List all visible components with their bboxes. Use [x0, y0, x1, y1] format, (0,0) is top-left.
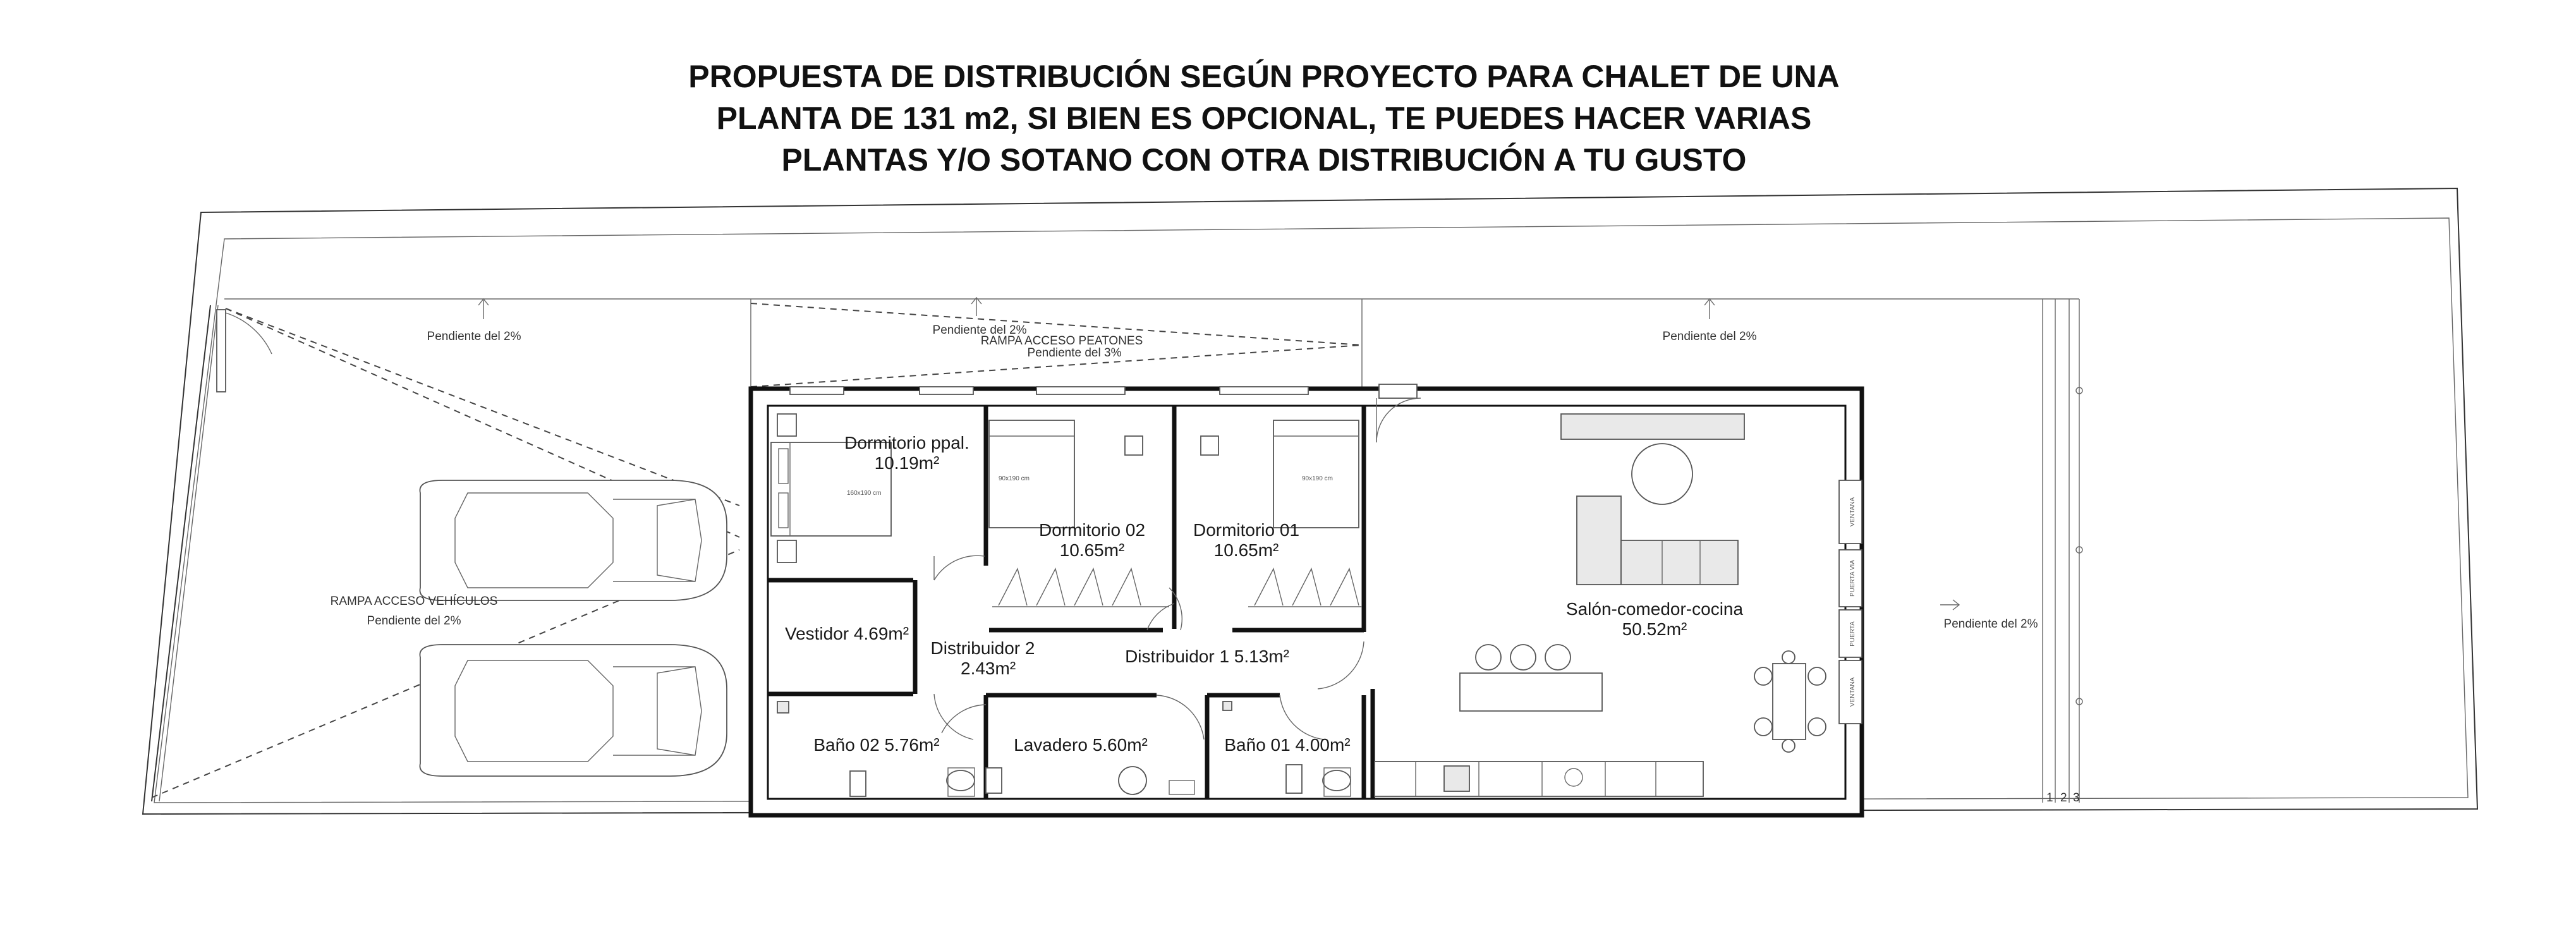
note-slope-right-top: Pendiente del 2% [1662, 330, 1757, 343]
title-line-1: PROPUESTA DE DISTRIBUCIÓN SEGÚN PROYECTO PARA CHALET DE UNA [688, 59, 1840, 94]
label-window-2: PUERTA [1849, 621, 1856, 647]
area-dormitorio-02: 10.65m² [1059, 540, 1125, 560]
note-slope-center: Pendiente del 2% [932, 324, 1027, 337]
label-dormitorio-01: Dormitorio 01 [1193, 520, 1300, 540]
grid-number-1: 1 [2046, 791, 2053, 805]
label-distribuidor-2: Distribuidor 2 [930, 638, 1035, 658]
area-dormitorio-ppal: 10.19m² [874, 453, 940, 473]
label-salon: Salón-comedor-cocina [1565, 599, 1744, 619]
title-line-2: PLANTA DE 131 m2, SI BIEN ES OPCIONAL, TE PUEDES HACER VARIAS [716, 100, 1812, 136]
area-dormitorio-01: 10.65m² [1213, 540, 1279, 560]
note-ramp-vehiculos: RAMPA ACCESO VEHÍCULOS [330, 595, 498, 608]
note-ramp-peatones-slope: Pendiente del 3% [1027, 346, 1122, 360]
label-vestidor: Vestidor 4.69m² [784, 624, 909, 643]
grid-number-2: 2 [2060, 791, 2067, 805]
area-salon: 50.52m² [1622, 619, 1687, 639]
bed-01-size: 90x190 cm [1302, 475, 1333, 482]
title-line-3: PLANTAS Y/O SOTANO CON OTRA DISTRIBUCIÓN A TU GUSTO [781, 142, 1747, 178]
note-slope-left: Pendiente del 2% [427, 330, 521, 343]
label-distribuidor-1: Distribuidor 1 5.13m² [1125, 647, 1289, 666]
label-window-1: VENTANA [1849, 497, 1856, 527]
car-top [420, 480, 727, 600]
grid-numbers [2046, 791, 2080, 805]
note-slope-right-side: Pendiente del 2% [1943, 617, 2038, 631]
bed-ppal-size: 160x190 cm [847, 490, 882, 497]
label-bano-02: Baño 02 5.76m² [813, 735, 940, 755]
grid-number-3: 3 [2073, 791, 2080, 805]
area-distribuidor-2: 2.43m² [961, 659, 1016, 678]
label-lavadero: Lavadero 5.60m² [1014, 735, 1148, 755]
label-dormitorio-02: Dormitorio 02 [1038, 520, 1146, 540]
label-window-3: VENTANA [1849, 677, 1856, 707]
note-ramp-vehiculos-slope: Pendiente del 2% [367, 614, 461, 628]
label-bano-01: Baño 01 4.00m² [1224, 735, 1351, 755]
label-door: PUERTA VIA [1849, 560, 1856, 597]
car-bottom [420, 645, 727, 776]
label-dormitorio-ppal: Dormitorio ppal. [844, 433, 969, 453]
note-ramp-peatones: RAMPA ACCESO PEATONES [980, 334, 1143, 348]
bed-02-size: 90x190 cm [999, 475, 1030, 482]
